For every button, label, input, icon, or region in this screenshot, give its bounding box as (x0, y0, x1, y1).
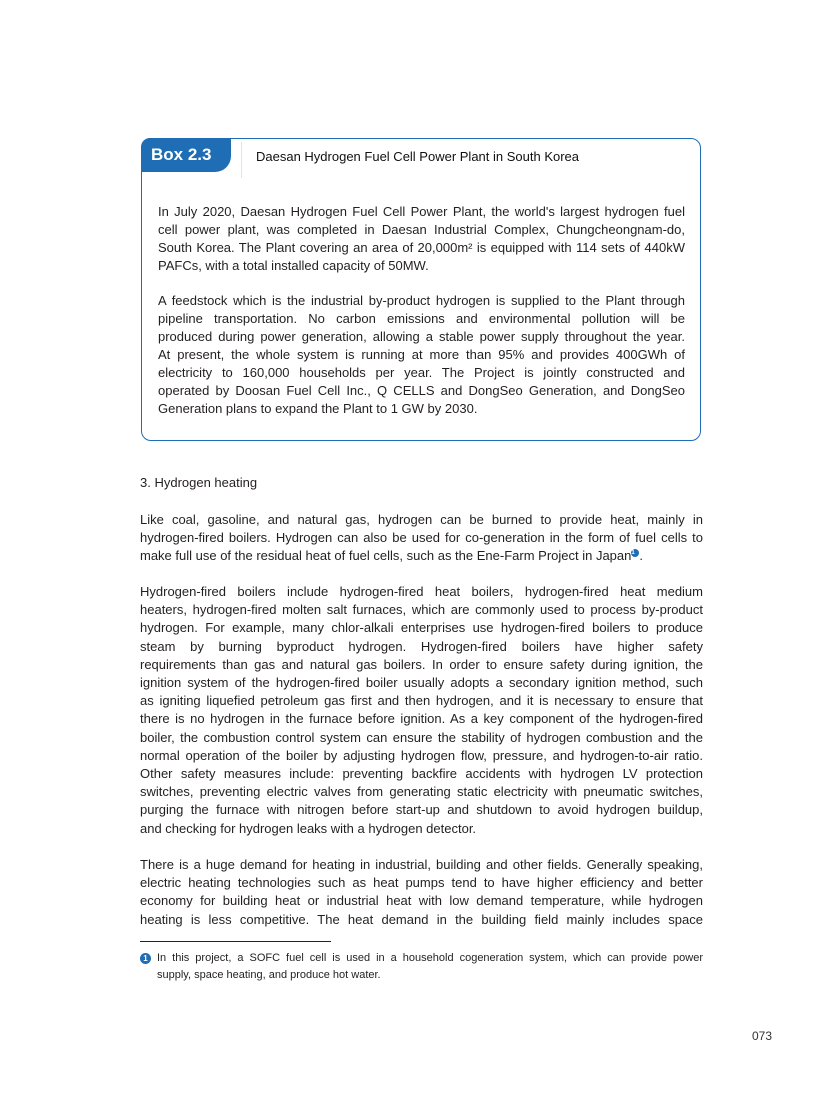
line-text: boiler, the combustion control system can ensure the stability of hydrogen combustion and the (140, 729, 703, 745)
line-text: supply, space heating, and produce hot water. (157, 969, 381, 981)
footnote-divider (140, 941, 331, 942)
line-text: there is no hydrogen in the furnace before ignition. As a key component of the hydrogen-fired (140, 711, 703, 727)
line-text: In this project, a SOFC fuel cell is used in a household cogeneration system, which can provide power (157, 952, 703, 964)
line-text: requirements than gas and natural gas boilers. In order to ensure safety during ignition, the (140, 656, 703, 672)
text-line (140, 820, 703, 838)
line-text: heaters, hydrogen-fired molten salt furnaces, which are commonly used to process by-product (140, 602, 703, 618)
body-paragraph (140, 856, 703, 929)
text-line (158, 310, 685, 328)
box-title: Daesan Hydrogen Fuel Cell Power Plant in South Korea (256, 149, 580, 164)
line-text: electric heating technologies such as heat pumps tend to have higher efficiency and better (140, 875, 703, 891)
text-line (140, 710, 703, 728)
body-paragraph (140, 511, 703, 566)
text-line (158, 382, 685, 400)
text-line (140, 674, 703, 692)
line-text: PAFCs, with a total installed capacity of 50MW. (158, 258, 429, 273)
footnote-ref-icon[interactable]: 1 (631, 549, 639, 557)
line-text: operated by Doosan Fuel Cell Inc., Q CELLS and DongSeo Generation, and DongSeo (158, 383, 685, 398)
text-line (158, 239, 685, 257)
text-line (140, 511, 703, 529)
box-paragraph (158, 203, 685, 275)
period: . (639, 548, 643, 564)
text-line (140, 911, 703, 929)
text-line (140, 638, 703, 656)
text-line (140, 619, 703, 637)
text-line (158, 364, 685, 382)
line-text: produced during power generation, allowing a stable power supply throughout the year. (158, 329, 685, 344)
text-line (140, 583, 703, 601)
line-text: In July 2020, Daesan Hydrogen Fuel Cell Power Plant, the world's largest hydrogen fuel (158, 204, 685, 219)
text-line (140, 729, 703, 747)
text-line (140, 601, 703, 619)
line-text: Hydrogen-fired boilers include hydrogen-fired heat boilers, hydrogen-fired heat medium (140, 584, 703, 599)
line-text: South Korea. The Plant covering an area of 20,000m² is equipped with 114 sets of 440kW (158, 240, 685, 255)
text-line (158, 203, 685, 221)
text-line (140, 656, 703, 674)
footnote-text (157, 950, 703, 984)
footnote-number-icon: 1 (140, 953, 151, 964)
line-text: and checking for hydrogen leaks with a hydrogen detector. (140, 820, 477, 836)
text-line (140, 801, 703, 819)
text-line (140, 692, 703, 710)
line-text: Like coal, gasoline, and natural gas, hydrogen can be burned to provide heat, mainly in (140, 512, 703, 527)
line-text: as igniting liquefied petroleum gas first and then hydrogen, and it is necessary to ensure that (140, 693, 703, 709)
text-line (157, 950, 703, 967)
line-text: A feedstock which is the industrial by-product hydrogen is supplied to the Plant through (158, 293, 685, 308)
line-text: pipeline transportation. No carbon emissions and environmental pollution will be (158, 311, 685, 326)
text-line (140, 765, 703, 783)
line-text: steam by burning byproduct hydrogen. Hydrogen-fired boilers have higher safety (140, 638, 703, 654)
line-text: There is a huge demand for heating in industrial, building and other fields. Generally speaking, (140, 857, 703, 872)
line-text: hydrogen. For example, many chlor-alkali enterprises use hydrogen-fired boilers to produce (140, 620, 703, 636)
line-text: ignition system of the hydrogen-fired boiler usually adopts a secondary ignition method, such (140, 675, 703, 691)
line-text: normal operation of the boiler by adjusting hydrogen flow, pressure, and hydrogen-to-air ratio. (140, 747, 703, 763)
section-heading: 3. Hydrogen heating (140, 475, 258, 490)
text-line (140, 874, 703, 892)
line-text: switches, preventing electric valves from generating static electricity with pneumatic switches, (140, 784, 703, 800)
line-text: Other safety measures include: preventing backfire accidents with hydrogen LV protection (140, 766, 703, 782)
page-number: 073 (752, 1029, 773, 1043)
line-text: economy for building heat or industrial heat with low demand temperature, while hydrogen (140, 893, 703, 909)
line-text: hydrogen-fired boilers. Hydrogen can also be used for co-generation in the form of fuel cells to (140, 530, 703, 546)
text-line (140, 529, 703, 547)
divider (241, 142, 242, 178)
line-text: make full use of the residual heat of fuel cells, such as the Ene-Farm Project in Japan (140, 548, 632, 564)
text-line (140, 892, 703, 910)
box-label: Box 2.3 (151, 145, 212, 164)
text-line (140, 747, 703, 765)
line-text: purging the furnace with nitrogen before start-up and shutdown to avoid hydrogen buildup, (140, 802, 703, 818)
text-line (157, 967, 703, 984)
text-line (158, 328, 685, 346)
text-line (158, 257, 685, 275)
line-text: cell power plant, was completed in Daesan Industrial Complex, Chungcheongnam-do, (158, 222, 685, 237)
text-line (158, 292, 685, 310)
text-line (158, 400, 685, 418)
line-text: At present, the whole system is running at more than 95% and provides 400GWh of (158, 347, 685, 362)
text-line (158, 221, 685, 239)
line-text: Generation plans to expand the Plant to 1 GW by 2030. (158, 401, 478, 416)
text-line (158, 346, 685, 364)
line-text: electricity to 160,000 households per year. The Project is jointly constructed and (158, 365, 685, 380)
box-paragraph (158, 292, 685, 418)
line-text: heating is less competitive. The heat demand in the building field mainly includes space (140, 911, 703, 927)
body-paragraph (140, 583, 703, 838)
text-line (140, 856, 703, 874)
text-line (140, 547, 703, 565)
text-line (140, 783, 703, 801)
